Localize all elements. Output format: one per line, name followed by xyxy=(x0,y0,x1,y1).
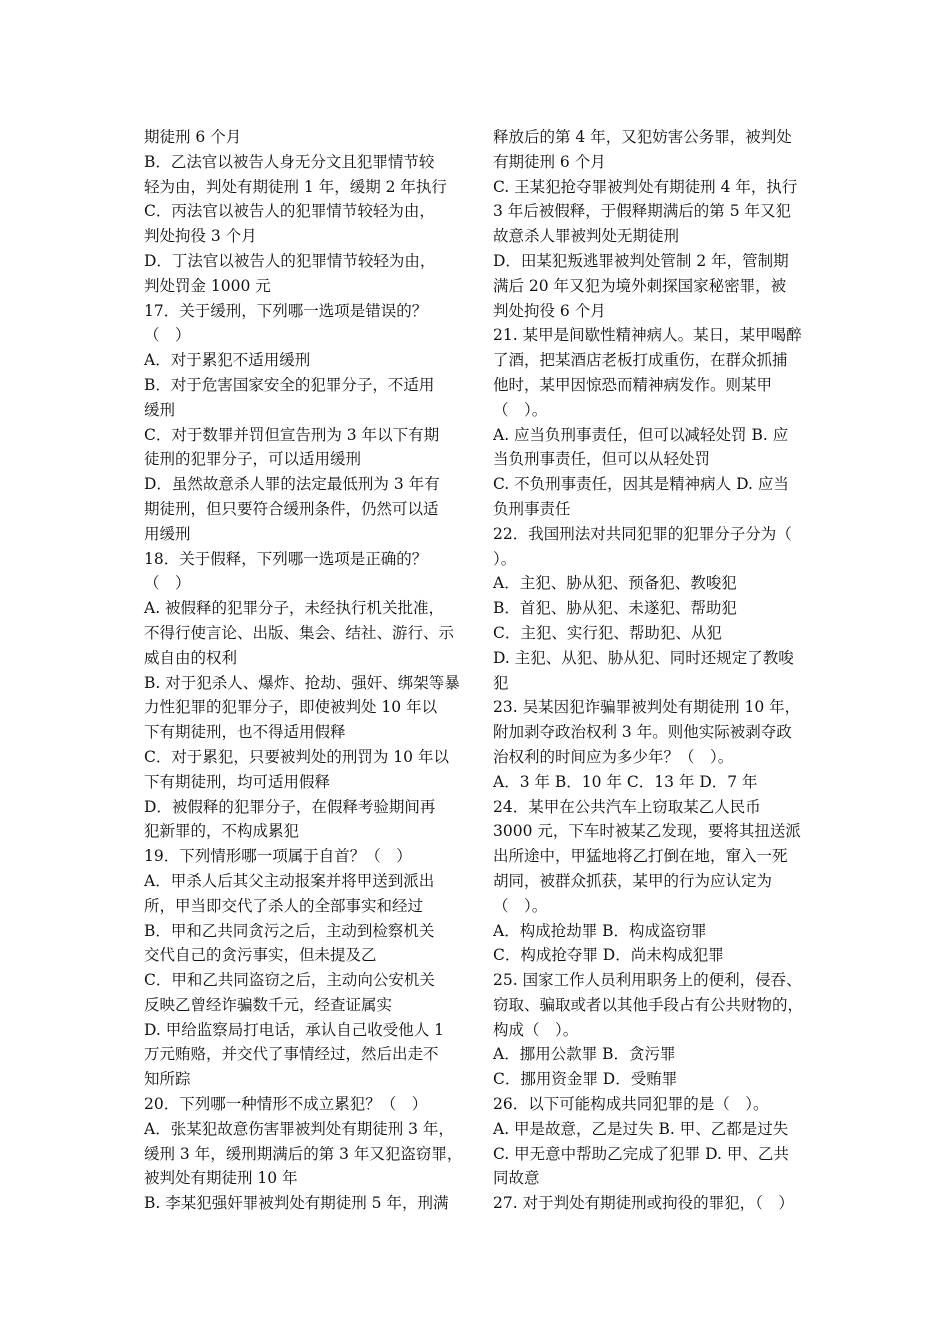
left-column-text-line: D. 甲给监察局打电话，承认自己收受他人 1 xyxy=(144,1020,445,1039)
right-column-text-line: 负刑事责任 xyxy=(493,499,571,518)
right-column-text-line: 他时，某甲因惊恐而精神病发作。则某甲 xyxy=(493,375,773,394)
right-column-text-line: ）。 xyxy=(493,549,517,568)
right-column-text-line: 同故意 xyxy=(493,1169,540,1188)
right-column-text-line: C. 不负刑事责任，因其是精神病人 D. 应当 xyxy=(493,475,789,494)
left-column-text-line: B．乙法官以被告人身无分文且犯罪情节较 xyxy=(144,152,435,171)
left-column-text-line: 判处拘役 3 个月 xyxy=(144,227,257,246)
left-column-text-line: 18．关于假释，下列哪一选项是正确的？ xyxy=(144,549,428,568)
left-column-text-line: 不得行使言论、出版、集会、结社、游行、示 xyxy=(144,623,455,642)
left-column-text-line: 20．下列哪一种情形不成立累犯？（ ） xyxy=(144,1095,428,1114)
right-column-text-line: C．挪用资金罪 D．受贿罪 xyxy=(493,1070,678,1089)
right-column-text-line: 胡同，被群众抓获，某甲的行为应认定为 xyxy=(493,871,773,890)
right-column-text-line: C. 王某犯抢夺罪被判处有期徒刑 4 年，执行 xyxy=(493,177,798,196)
left-column-text-line: 期徒刑 6 个月 xyxy=(144,128,242,146)
left-column-text-line: 19．下列情形哪一项属于自首？（ ） xyxy=(144,847,412,866)
left-column-text-line: C．对于累犯，只要被判处的刑罚为 10 年以 xyxy=(144,747,449,766)
right-column-text-line: 构成（ ）。 xyxy=(493,1020,579,1039)
right-column-text-line: D. 主犯、从犯、胁从犯、同时还规定了教唆 xyxy=(493,648,794,667)
right-column-text-line: 26．以下可能构成共同犯罪的是（ ）。 xyxy=(493,1095,769,1114)
left-column-text-line: B. 对于犯杀人、爆炸、抢劫、强奸、绑架等暴 xyxy=(144,673,460,692)
right-column-text-line: 25. 国家工作人员利用职务上的便利，侵吞、 xyxy=(493,971,802,990)
right-column-text-line: 释放后的第 4 年，又犯妨害公务罪，被判处 xyxy=(493,128,792,146)
right-column xyxy=(493,125,811,1216)
right-column-text-line: 了酒，把某酒店老板打成重伤，在群众抓捕 xyxy=(493,351,788,370)
right-column-text-line: 治权利的时间应为多少年？（ ）。 xyxy=(493,747,734,766)
left-column-text-line: 17．关于缓刑，下列哪一选项是错误的？ xyxy=(144,301,428,320)
left-column-text-line: A. 被假释的犯罪分子，未经执行机关批准， xyxy=(144,599,445,618)
right-column-text-line: 当负刑事责任，但可以从轻处罚 xyxy=(493,450,711,469)
left-column-text-line: A．甲杀人后其父主动报案并将甲送到派出 xyxy=(144,871,435,890)
left-column-text-line: C．对于数罪并罚但宣告刑为 3 年以下有期 xyxy=(144,425,440,444)
right-column-text-line: 有期徒刑 6 个月 xyxy=(493,152,606,171)
right-column-text-line: 23. 吴某因犯诈骗罪被判处有期徒刑 10 年， xyxy=(493,698,801,717)
right-column-text-line: 21. 某甲是间歇性精神病人。某日，某甲喝醉 xyxy=(493,326,802,345)
right-column-text-line: （ ）。 xyxy=(493,896,548,915)
right-column-text-line: 27. 对于判处有期徒刑或拘役的罪犯，（ ） xyxy=(493,1194,794,1213)
left-column-text-line: D．丁法官以被告人的犯罪情节较轻为由， xyxy=(144,251,436,270)
right-column-text-line: A．主犯、胁从犯、预备犯、教唆犯 xyxy=(493,574,737,593)
left-column-text-line: 被判处有期徒刑 10 年 xyxy=(144,1169,298,1188)
left-column-text-line: 万元贿赂，并交代了事情经过，然后出走不 xyxy=(144,1045,439,1064)
left-column-text-line: A．对于累犯不适用缓刑 xyxy=(144,351,311,370)
right-column-text-line: 附加剥夺政治权利 3 年。则他实际被剥夺政 xyxy=(493,723,792,742)
right-column-text-line: 判处拘役 6 个月 xyxy=(493,301,606,320)
right-column-text-line: C．构成抢夺罪 D．尚未构成犯罪 xyxy=(493,946,724,965)
left-column-text-line: 犯新罪的，不构成累犯 xyxy=(144,822,300,841)
left-column-text-line: 缓刑 3 年，缓刑期满后的第 3 年又犯盗窃罪， xyxy=(144,1144,463,1163)
right-column-text-line: C. 甲无意中帮助乙完成了犯罪 D. 甲、乙共 xyxy=(493,1144,789,1163)
right-column-text-line: （ ）。 xyxy=(493,400,548,419)
right-column-text-line: 22．我国刑法对共同犯罪的犯罪分子分为（ xyxy=(493,524,792,543)
left-column-text-line: 判处罚金 1000 元 xyxy=(144,276,271,295)
right-column-text-line: A. 应当负刑事责任，但可以减轻处罚 B. 应 xyxy=(493,425,789,444)
right-column-text-line: 24．某甲在公共汽车上窃取某乙人民币 xyxy=(493,797,761,816)
left-column-text-line: （ ） xyxy=(144,574,191,593)
right-column-text-line: 窃取、骗取或者以其他手段占有公共财物的， xyxy=(493,995,804,1014)
left-column-text-line: 下有期徒刑，均可适用假释 xyxy=(144,772,331,791)
left-column-text-line: 力性犯罪的犯罪分子，即使被判处 10 年以 xyxy=(144,698,438,717)
right-column-text-line: 故意杀人罪被判处无期徒刑 xyxy=(493,227,680,246)
right-column-text-line: D．田某犯叛逃罪被判处管制 2 年，管制期 xyxy=(493,251,789,270)
left-column-text-line: 缓刑 xyxy=(144,400,176,419)
left-column-text-line: 威自由的权利 xyxy=(144,648,238,667)
left-column-text-line: 反映乙曾经诈骗数千元，经查证属实 xyxy=(144,995,393,1014)
left-column-text-line: B. 李某犯强奸罪被判处有期徒刑 5 年，刑满 xyxy=(144,1194,449,1213)
right-column-text-line: 3 年后被假释，于假释期满后的第 5 年又犯 xyxy=(493,202,792,221)
right-column-text-line: C．主犯、实行犯、帮助犯、从犯 xyxy=(493,623,722,642)
left-column-text-line: 下有期徒刑，也不得适用假释 xyxy=(144,723,346,742)
left-column-text-line: C．丙法官以被告人的犯罪情节较轻为由， xyxy=(144,202,435,221)
right-column-text-line: B．首犯、胁从犯、未遂犯、帮助犯 xyxy=(493,599,737,618)
left-column-text-line: 交代自己的贪污事实，但未提及乙 xyxy=(144,946,377,965)
right-column-text-line: 3000 元，下车时被某乙发现，要将其扭送派 xyxy=(493,822,801,841)
left-column-text-line: （ ） xyxy=(144,326,191,345)
left-column-text-line: 期徒刑，但只要符合缓刑条件，仍然可以适 xyxy=(144,499,439,518)
left-column-text-line: 知所踪 xyxy=(144,1070,191,1089)
right-column-text-line: 出所途中，甲猛地将乙打倒在地，窜入一死 xyxy=(493,847,788,866)
left-column-text-line: D．虽然故意杀人罪的法定最低刑为 3 年有 xyxy=(144,475,440,494)
right-column-text-line: A．3 年 B．10 年 C．13 年 D．7 年 xyxy=(493,772,758,791)
left-column-text-line: C．甲和乙共同盗窃之后，主动向公安机关 xyxy=(144,971,435,990)
left-column-text-line: B．对于危害国家安全的犯罪分子，不适用 xyxy=(144,375,435,394)
right-column-text-line: 满后 20 年又犯为境外刺探国家秘密罪，被 xyxy=(493,276,787,295)
right-column-text-line: A．构成抢劫罪 B．构成盗窃罪 xyxy=(493,921,707,940)
left-column-text-line: 用缓刑 xyxy=(144,524,191,543)
right-column-text-line: A．挪用公款罪 B．贪污罪 xyxy=(493,1045,676,1064)
right-column-text-line: A. 甲是故意，乙是过失 B. 甲、乙都是过失 xyxy=(493,1119,789,1138)
left-column-text-line: A．张某犯故意伤害罪被判处有期徒刑 3 年， xyxy=(144,1119,454,1138)
left-column-text-line: D．被假释的犯罪分子，在假释考验期间再 xyxy=(144,797,436,816)
left-column-text-line: 徒刑的犯罪分子，可以适用缓刑 xyxy=(144,450,362,469)
right-column-text-line: 犯 xyxy=(493,673,509,692)
left-column-text-line: 所，甲当即交代了杀人的全部事实和经过 xyxy=(144,896,424,915)
left-column-text-line: B．甲和乙共同贪污之后，主动到检察机关 xyxy=(144,921,435,940)
left-column xyxy=(144,125,462,1216)
left-column-text-line: 轻为由，判处有期徒刑 1 年，缓期 2 年执行 xyxy=(144,177,447,196)
